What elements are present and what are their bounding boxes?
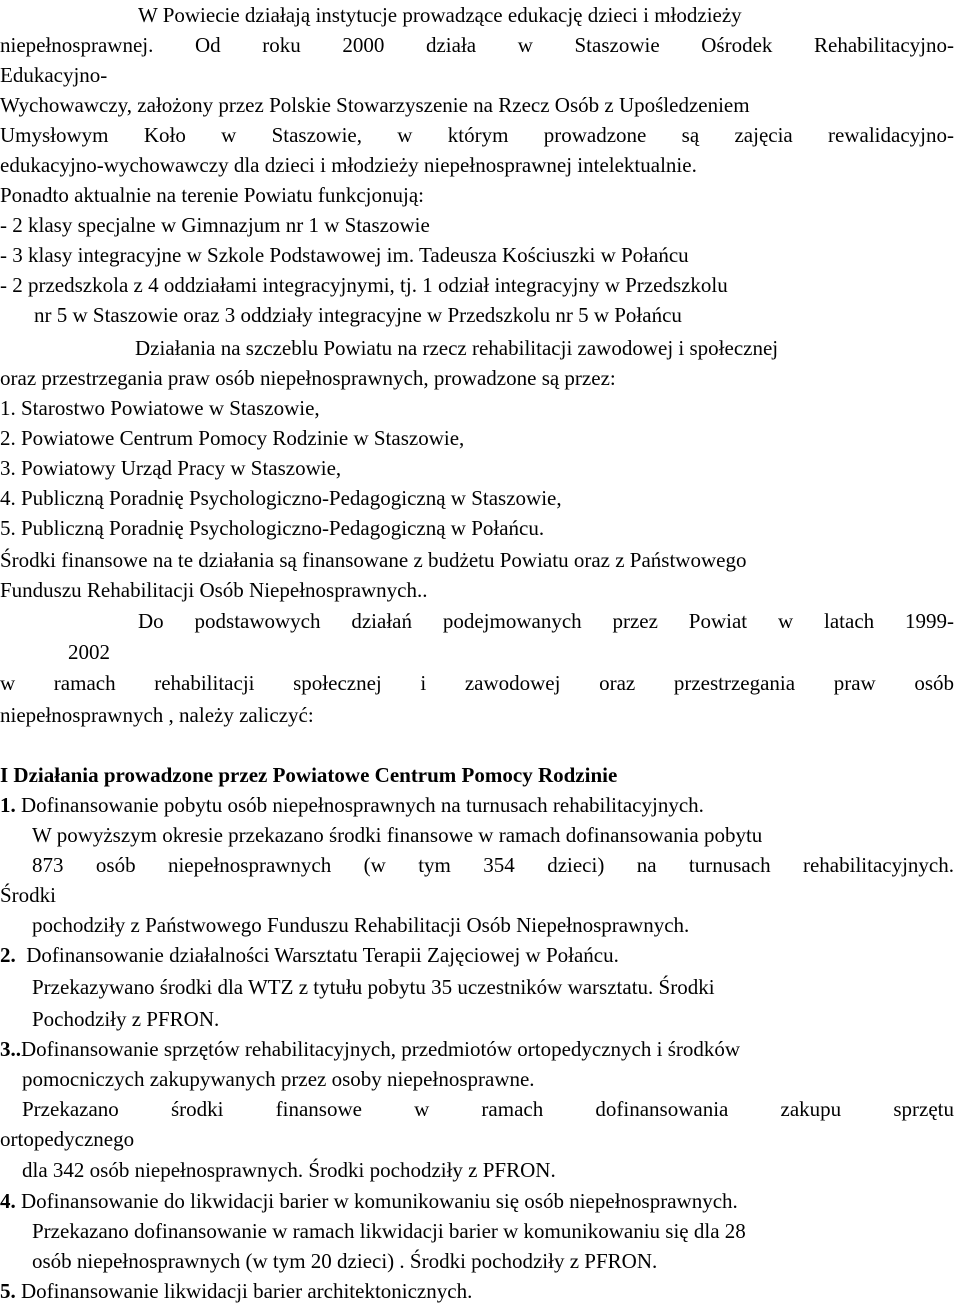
list-item: 1. Starostwo Powiatowe w Staszowie, xyxy=(0,396,320,420)
list-item-text: Dofinansowanie działalności Warsztatu Terapii Zajęciowej w Połańcu. xyxy=(26,943,619,967)
text-line: Umysłowym Koło w Staszowie, w którym prowadzone są zajęcia rewalidacyjno- xyxy=(0,123,954,147)
text-line: Do podstawowych działań podejmowanych przez Powiat w latach 1999- xyxy=(138,609,954,633)
list-marker: 4. xyxy=(0,1189,16,1213)
list-item: 4. Publiczną Poradnię Psychologiczno-Pedagogiczną w Staszowie, xyxy=(0,486,562,510)
text-line: oraz przestrzegania praw osób niepełnosprawnych, prowadzone są przez: xyxy=(0,366,616,390)
text-line: niepełnosprawnych , należy zaliczyć: xyxy=(0,703,314,727)
text-line: edukacyjno-wychowawczy dla dzieci i młodzieży niepełnosprawnej intelektualnie. xyxy=(0,153,697,177)
list-item: 2. Powiatowe Centrum Pomocy Rodzinie w Staszowie, xyxy=(0,426,465,450)
list-item xyxy=(0,1276,954,1306)
list-item xyxy=(0,940,954,970)
text-line: Edukacyjno- xyxy=(0,63,108,87)
text-line: pochodziły z Państwowego Funduszu Rehabilitacji Osób Niepełnosprawnych. xyxy=(32,913,690,937)
list-marker: 5. xyxy=(0,1279,16,1303)
list-marker: 1. xyxy=(0,793,16,817)
list-item xyxy=(0,1034,954,1064)
list-item-text: Dofinansowanie pobytu osób niepełnosprawnych na turnusach rehabilitacyjnych. xyxy=(21,793,704,817)
text-line: nr 5 w Staszowie oraz 3 oddziały integracyjne w Przedszkolu nr 5 w Połańcu xyxy=(34,303,682,327)
text-line: niepełnosprawnej. Od roku 2000 działa w Staszowie Ośrodek Rehabilitacyjno- xyxy=(0,33,954,57)
text-line: Przekazano środki finansowe w ramach dofinansowania zakupu sprzętu xyxy=(22,1097,954,1121)
list-item: - 2 przedszkola z 4 oddziałami integracyjnymi, tj. 1 odział integracyjny w Przedszkolu xyxy=(0,273,728,297)
text-line: Pochodziły z PFRON. xyxy=(32,1007,220,1031)
list-item-text: Dofinansowanie likwidacji barier architektonicznych. xyxy=(21,1279,473,1303)
text-line: 2002 xyxy=(68,640,110,664)
list-item xyxy=(0,790,954,820)
text-line: osób niepełnosprawnych (w tym 20 dzieci) . Środki pochodziły z PFRON. xyxy=(32,1249,658,1273)
list-item-text: Dofinansowanie sprzętów rehabilitacyjnych, przedmiotów ortopedycznych i środków xyxy=(21,1037,741,1061)
list-item: 3. Powiatowy Urząd Pracy w Staszowie, xyxy=(0,456,342,480)
list-marker: 2. xyxy=(0,943,16,967)
text-line: ortopedycznego xyxy=(0,1127,135,1151)
text-line: Działania na szczeblu Powiatu na rzecz rehabilitacji zawodowej i społecznej xyxy=(135,336,779,360)
text-line: Środki finansowe na te działania są finansowane z budżetu Powiatu oraz z Państwowego xyxy=(0,548,747,572)
text-line: 873 osób niepełnosprawnych (w tym 354 dzieci) na turnusach rehabilitacyjnych. xyxy=(32,853,954,877)
text-line: Wychowawczy, założony przez Polskie Stowarzyszenie na Rzecz Osób z Upośledzeniem xyxy=(0,93,750,117)
text-line: Ponadto aktualnie na terenie Powiatu funkcjonują: xyxy=(0,183,424,207)
list-item: 5. Publiczną Poradnię Psychologiczno-Pedagogiczną w Połańcu. xyxy=(0,516,545,540)
section-heading: I Działania prowadzone przez Powiatowe Centrum Pomocy Rodzinie xyxy=(0,763,618,787)
list-item-text: Dofinansowanie do likwidacji barier w komunikowaniu się osób niepełnosprawnych. xyxy=(21,1189,738,1213)
text-line: W Powiecie działają instytucje prowadzące edukację dzieci i młodzieży xyxy=(138,3,742,27)
list-item xyxy=(0,1186,954,1216)
list-marker: 3.. xyxy=(0,1037,21,1061)
text-line: Przekazywano środki dla WTZ z tytułu pobytu 35 uczestników warsztatu. Środki xyxy=(32,975,715,999)
text-line: Środki xyxy=(0,883,57,907)
text-line: Funduszu Rehabilitacji Osób Niepełnosprawnych.. xyxy=(0,578,428,602)
list-item: - 3 klasy integracyjne w Szkole Podstawowej im. Tadeusza Kościuszki w Połańcu xyxy=(0,243,689,267)
text-line: w ramach rehabilitacji społecznej i zawodowej oraz przestrzegania praw osób xyxy=(0,671,954,695)
list-item: - 2 klasy specjalne w Gimnazjum nr 1 w Staszowie xyxy=(0,213,430,237)
text-line: pomocniczych zakupywanych przez osoby niepełnosprawne. xyxy=(22,1067,535,1091)
text-line: dla 342 osób niepełnosprawnych. Środki pochodziły z PFRON. xyxy=(22,1158,556,1182)
text-line: W powyższym okresie przekazano środki finansowe w ramach dofinansowania pobytu xyxy=(32,823,763,847)
text-line: Przekazano dofinansowanie w ramach likwidacji barier w komunikowaniu się dla 28 xyxy=(32,1219,746,1243)
